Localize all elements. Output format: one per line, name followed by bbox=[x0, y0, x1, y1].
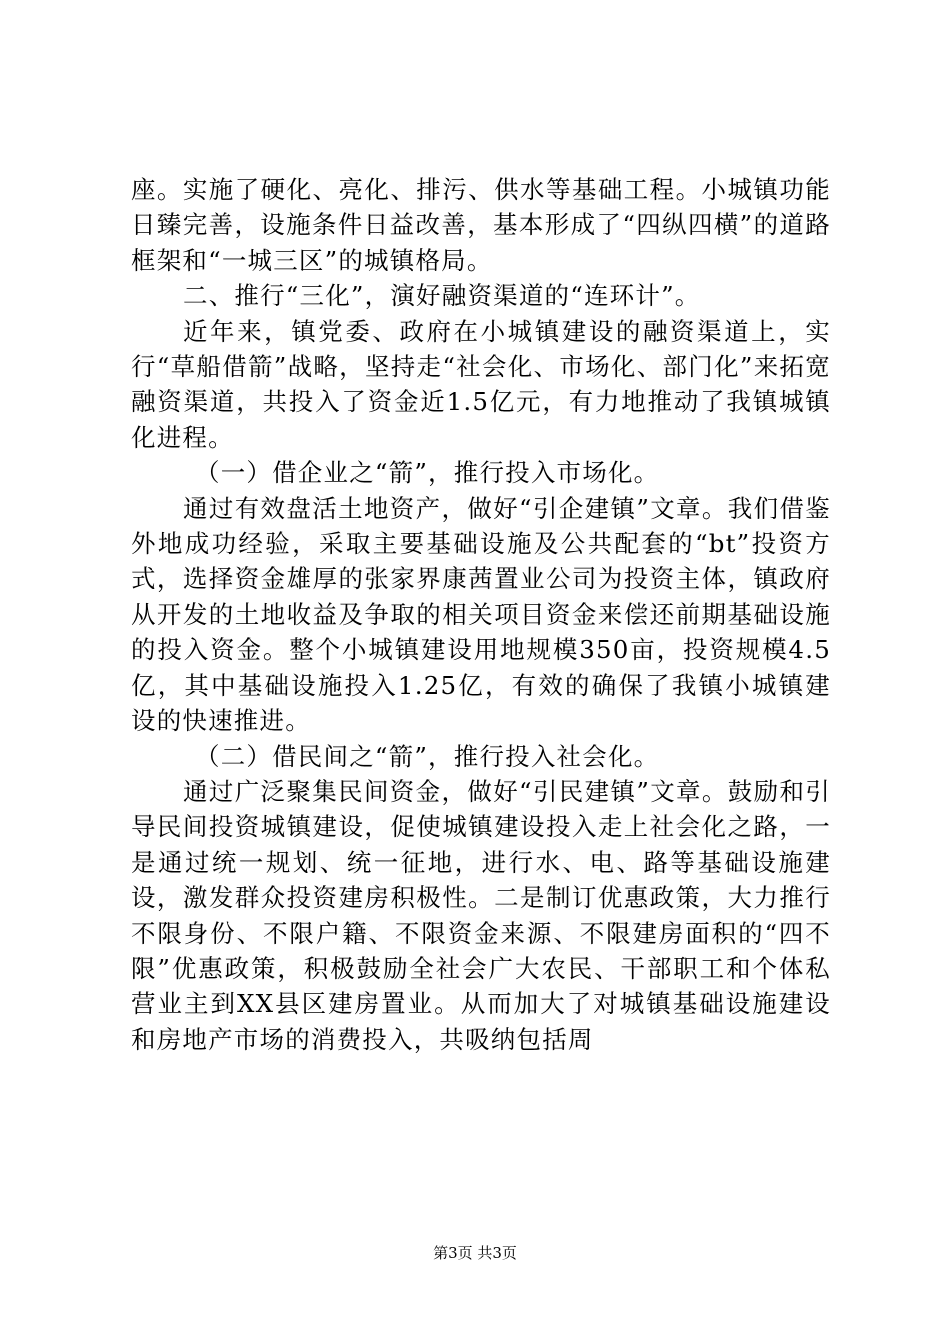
paragraph-financing-intro: 近年来，镇党委、政府在小城镇建设的融资渠道上，实行“草船借箭”战略，坚持走“社会化、市场化、部门化”来拓宽融资渠道，共投入了资金近1.5亿元，有力地推动了我镇城镇化进程。 bbox=[131, 316, 831, 452]
section-heading-two: 二、推行“三化”，演好融资渠道的“连环计”。 bbox=[183, 281, 701, 311]
subheading-enterprise: （一）借企业之“箭”，推行投入市场化。 bbox=[195, 458, 660, 488]
document-body bbox=[131, 172, 831, 1057]
paragraph-enterprise: 通过有效盘活土地资产，做好“引企建镇”文章。我们借鉴外地成功经验，采取主要基础设施及公共配套的“bt”投资方式，选择资金雄厚的张家界康茜置业公司为投资主体，镇政府从开发的土地收益及争取的相关项目资金来偿还前期基础设施的投入资金。整个小城镇建设用地规模350亩，投资规模4.5亿，其中基础设施投入1.25亿，有效的确保了我镇小城镇建设的快速推进。 bbox=[131, 493, 831, 736]
paragraph-continuation: 座。实施了硬化、亮化、排污、供水等基础工程。小城镇功能日臻完善，设施条件日益改善，基本形成了“四纵四横”的道路框架和“一城三区”的城镇格局。 bbox=[131, 175, 831, 275]
paragraph-private: 通过广泛聚集民间资金，做好“引民建镇”文章。鼓励和引导民间投资城镇建设，促使城镇建设投入走上社会化之路，一是通过统一规划、统一征地，进行水、电、路等基础设施建设，激发群众投资建房积极性。二是制订优惠政策，大力推行不限身份、不限户籍、不限资金来源、不限建房面积的“四不限”优惠政策，积极鼓励全社会广大农民、干部职工和个体私营业主到XX县区建房置业。从而加大了对城镇基础设施建设和房地产市场的消费投入，共吸纳包括周 bbox=[131, 776, 831, 1054]
page-number-footer: 第3页 共3页 bbox=[433, 1244, 517, 1262]
subheading-private: （二）借民间之“箭”，推行投入社会化。 bbox=[195, 741, 660, 771]
